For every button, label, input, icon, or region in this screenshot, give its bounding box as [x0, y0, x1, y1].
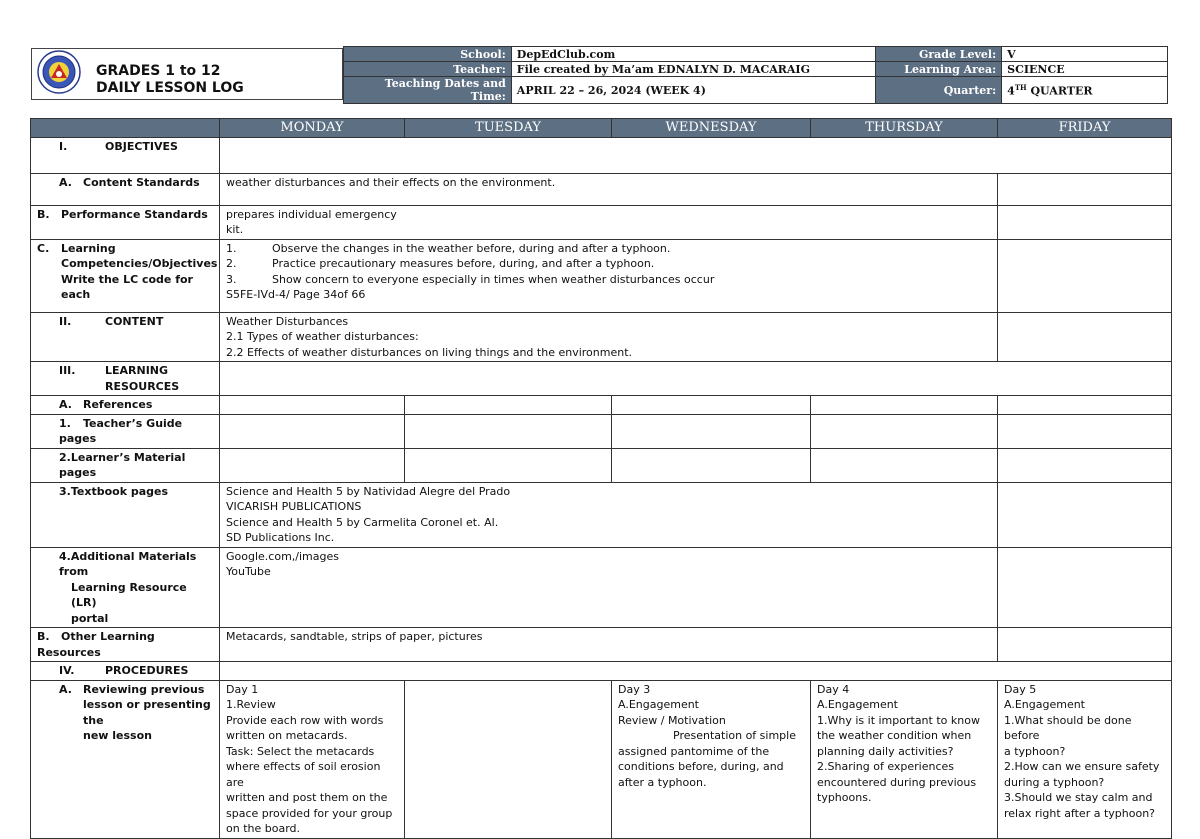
grade-level-label: Grade Level:	[876, 47, 1002, 62]
header-logo-block	[31, 48, 343, 100]
performance-standards-label: B. Performance Standards	[31, 205, 220, 239]
quarter-label: Quarter:	[876, 77, 1002, 104]
day-header-row	[31, 119, 1172, 138]
procedures-label: IV. PROCEDURES	[31, 662, 220, 681]
day-header-thursday: THURSDAY	[811, 119, 998, 138]
quarter-value: 4TH QUARTER	[1002, 77, 1168, 104]
objectives-label: I. OBJECTIVES	[31, 137, 220, 173]
reviewing-monday: Day 1 1.Review Provide each row with words written on metacards. Task: Select the metacards where effects of soil erosion are written and post them on the space provided for your group on the board.	[220, 680, 405, 838]
procedures-value	[220, 662, 1172, 681]
competency-item: 2. Practice precautionary measures before, during, and after a typhoon.	[226, 257, 655, 270]
title-line-2: DAILY LESSON LOG	[96, 80, 244, 96]
reviewing-tuesday	[405, 680, 612, 838]
textbook-value: Science and Health 5 by Natividad Alegre del Prado VICARISH PUBLICATIONS Science and Health 5 by Carmelita Coronel et. Al. SD Publications Inc.	[220, 482, 998, 547]
teachers-guide-label: 1. Teacher’s Guide pages	[31, 414, 220, 448]
additional-materials-value: Google.com,/images YouTube	[220, 547, 998, 628]
teachers-guide-row	[31, 414, 1172, 448]
content-friday	[998, 312, 1172, 362]
school-value: DepEdClub.com	[511, 47, 875, 62]
competency-item: 3. Show concern to everyone especially in times when weather disturbances occur	[226, 272, 715, 286]
content-label: II. CONTENT	[31, 312, 220, 362]
content-value: Weather Disturbances 2.1 Types of weather disturbances: 2.2 Effects of weather disturbances on living things and the environment.	[220, 312, 998, 362]
content-standards-label: A. Content Standards	[31, 173, 220, 205]
content-standards-row	[31, 173, 1172, 205]
day-header-monday: MONDAY	[220, 119, 405, 138]
day-header-friday: FRIDAY	[998, 119, 1172, 138]
reviewing-friday: Day 5 A.Engagement 1.What should be done before a typhoon? 2.How can we ensure safety during a typhoon? 3.Should we stay calm and relax right after a typhoon?	[998, 680, 1172, 838]
content-standards-value: weather disturbances and their effects on the environment.	[220, 173, 998, 205]
competencies-friday	[998, 239, 1172, 312]
other-resources-label: B. Other Learning Resources	[31, 628, 220, 662]
competencies-row	[31, 239, 1172, 312]
school-label: School:	[344, 47, 512, 62]
header-info-table	[343, 46, 1168, 104]
references-label: A. References	[31, 396, 220, 415]
title-line-1: GRADES 1 to 12	[96, 63, 221, 79]
teaching-dates-value: APRIL 22 – 26, 2024 (WEEK 4)	[511, 77, 875, 104]
textbook-row	[31, 482, 1172, 547]
learners-material-label: 2.Learner’s Material pages	[31, 448, 220, 482]
learning-area-value: SCIENCE	[1002, 62, 1168, 77]
performance-standards-friday	[998, 205, 1172, 239]
reviewing-thursday: Day 4 A.Engagement 1.Why is it important to know the weather condition when planning daily activities? 2.Sharing of experiences encountered during previous typhoons.	[811, 680, 998, 838]
learning-resources-label: III. LEARNING RESOURCES	[31, 362, 220, 396]
learning-resources-value	[220, 362, 1172, 396]
reviewing-label: A. Reviewing previous lesson or presenting the new lesson	[31, 680, 220, 838]
objectives-value	[220, 137, 1172, 173]
day-header-wednesday: WEDNESDAY	[612, 119, 811, 138]
textbook-friday	[998, 482, 1172, 547]
objectives-row	[31, 137, 1172, 173]
learners-material-row	[31, 448, 1172, 482]
reviewing-wednesday: Day 3 A.Engagement Review / Motivation Presentation of simple assigned pantomime of the conditions before, during, and after a typhoon.	[612, 680, 811, 838]
additional-materials-label: 4.Additional Materials from Learning Resource (LR) portal	[31, 547, 220, 628]
reviewing-row	[31, 680, 1172, 838]
performance-standards-value: prepares individual emergency kit.	[220, 205, 998, 239]
learning-resources-row	[31, 362, 1172, 396]
day-header-tuesday: TUESDAY	[405, 119, 612, 138]
content-row	[31, 312, 1172, 362]
performance-standards-row	[31, 205, 1172, 239]
teacher-label: Teacher:	[344, 62, 512, 77]
deped-seal-icon	[37, 50, 81, 94]
form-title	[96, 63, 244, 97]
textbook-label: 3.Textbook pages	[31, 482, 220, 547]
competencies-label: C. Learning Competencies/Objectives Write the LC code for each	[31, 239, 220, 312]
procedures-row	[31, 662, 1172, 681]
competencies-value	[220, 239, 998, 312]
corner-cell	[31, 119, 220, 138]
learning-area-label: Learning Area:	[876, 62, 1002, 77]
teaching-dates-label: Teaching Dates and Time:	[344, 77, 512, 104]
competency-item: 1. Observe the changes in the weather before, during and after a typhoon.	[226, 241, 671, 255]
additional-materials-friday	[998, 547, 1172, 628]
additional-materials-row	[31, 547, 1172, 628]
grade-level-value: V	[1002, 47, 1168, 62]
other-resources-row	[31, 628, 1172, 662]
teacher-value: File created by Ma’am EDNALYN D. MACARAIG	[511, 62, 875, 77]
other-resources-friday	[998, 628, 1172, 662]
lc-code: S5FE-IVd-4/ Page 34of 66	[226, 288, 366, 301]
lesson-log-table	[30, 118, 1172, 839]
references-row	[31, 396, 1172, 415]
other-resources-value: Metacards, sandtable, strips of paper, pictures	[220, 628, 998, 662]
content-standards-friday	[998, 173, 1172, 205]
